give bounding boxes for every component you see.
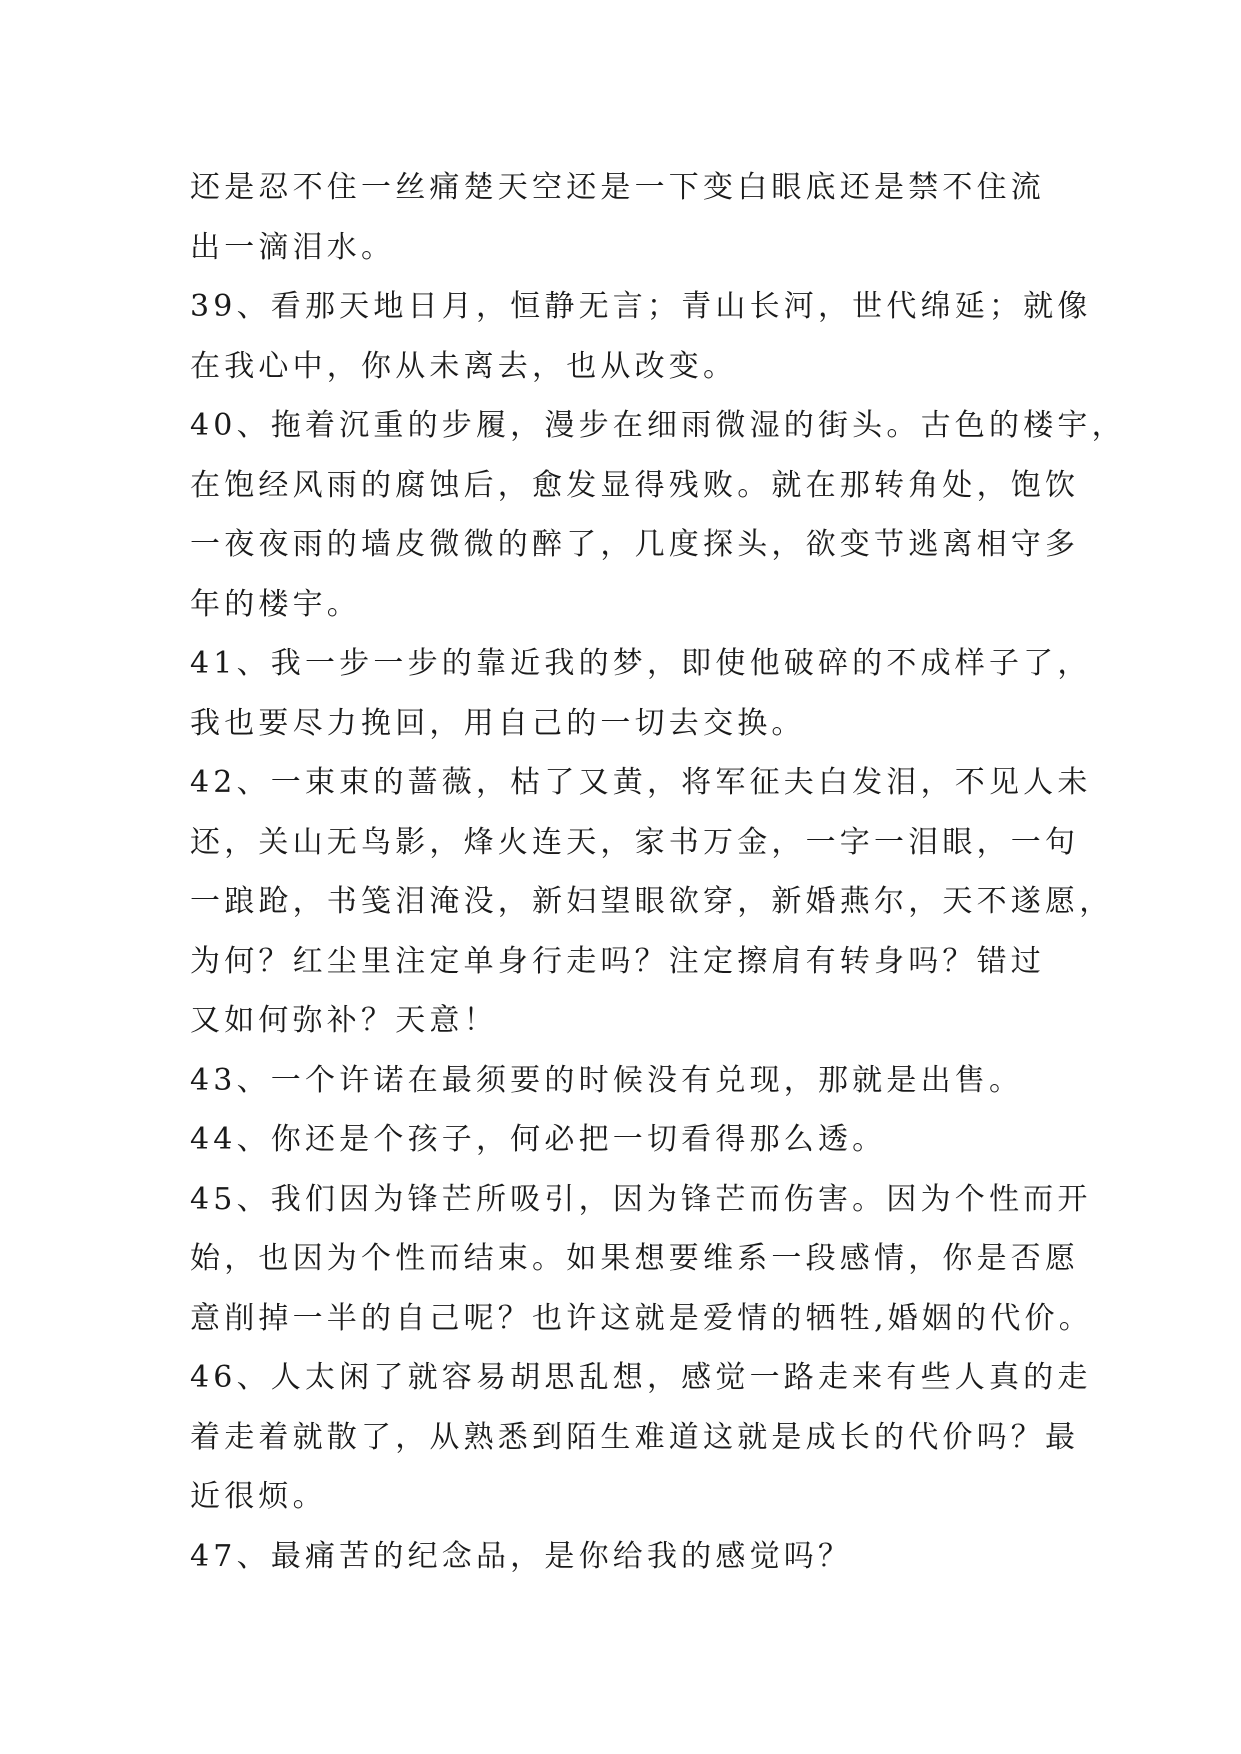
text-line: 一踉跄，书笺泪淹没，新妇望眼欲穿，新婚燕尔，天不遂愿， xyxy=(190,884,1114,919)
text-line: 始，也因为个性而结束。如果想要维系一段感情，你是否愿 xyxy=(190,1241,1080,1276)
document-body xyxy=(190,158,1126,1586)
text-line: 在饱经风雨的腐蚀后，愈发显得残败。就在那转角处，饱饮 xyxy=(190,467,1080,503)
text-line: 一夜夜雨的墙皮微微的醉了，几度探头，欲变节逃离相守多 xyxy=(190,527,1080,562)
text-line: 我也要尽力挽回，用自己的一切去交换。 xyxy=(190,705,806,741)
text-line: 为何？红尘里注定单身行走吗？注定擦肩有转身吗？错过 xyxy=(190,943,1045,979)
text-line: 又如何弥补？天意！ xyxy=(190,1003,498,1038)
text-line: 42、一束束的蔷薇，枯了又黄，将军征夫白发泪，不见人未 xyxy=(190,765,1092,800)
text-line: 还是忍不住一丝痛楚天空还是一下变白眼底还是禁不住流 xyxy=(190,170,1045,205)
text-line: 年的楼宇。 xyxy=(190,586,361,622)
text-line: 47、最痛苦的纪念品，是你给我的感觉吗？ xyxy=(190,1538,853,1574)
text-line: 45、我们因为锋芒所吸引，因为锋芒而伤害。因为个性而开 xyxy=(190,1181,1092,1217)
text-line: 41、我一步一步的靠近我的梦，即使他破碎的不成样子了， xyxy=(190,646,1092,681)
text-line: 40、拖着沉重的步履，漫步在细雨微湿的街头。古色的楼宇， xyxy=(190,408,1126,443)
text-line: 在我心中，你从未离去，也从改变。 xyxy=(190,348,738,384)
text-line: 近很烦。 xyxy=(190,1479,327,1514)
text-line: 着走着就散了，从熟悉到陌生难道这就是成长的代价吗？最 xyxy=(190,1419,1080,1455)
text-line: 39、看那天地日月，恒静无言；青山长河，世代绵延；就像 xyxy=(190,289,1092,324)
text-line: 意削掉一半的自己呢？也许这就是爱情的牺牲,婚姻的代价。 xyxy=(190,1300,1093,1336)
text-line: 出一滴泪水。 xyxy=(190,229,396,265)
text-line: 44、你还是个孩子，何必把一切看得那么透。 xyxy=(190,1122,887,1157)
text-line: 46、人太闲了就容易胡思乱想，感觉一路走来有些人真的走 xyxy=(190,1360,1092,1395)
text-line: 43、一个许诺在最须要的时候没有兑现，那就是出售。 xyxy=(190,1062,1024,1098)
text-line: 还，关山无鸟影，烽火连天，家书万金，一字一泪眼，一句 xyxy=(190,824,1080,860)
